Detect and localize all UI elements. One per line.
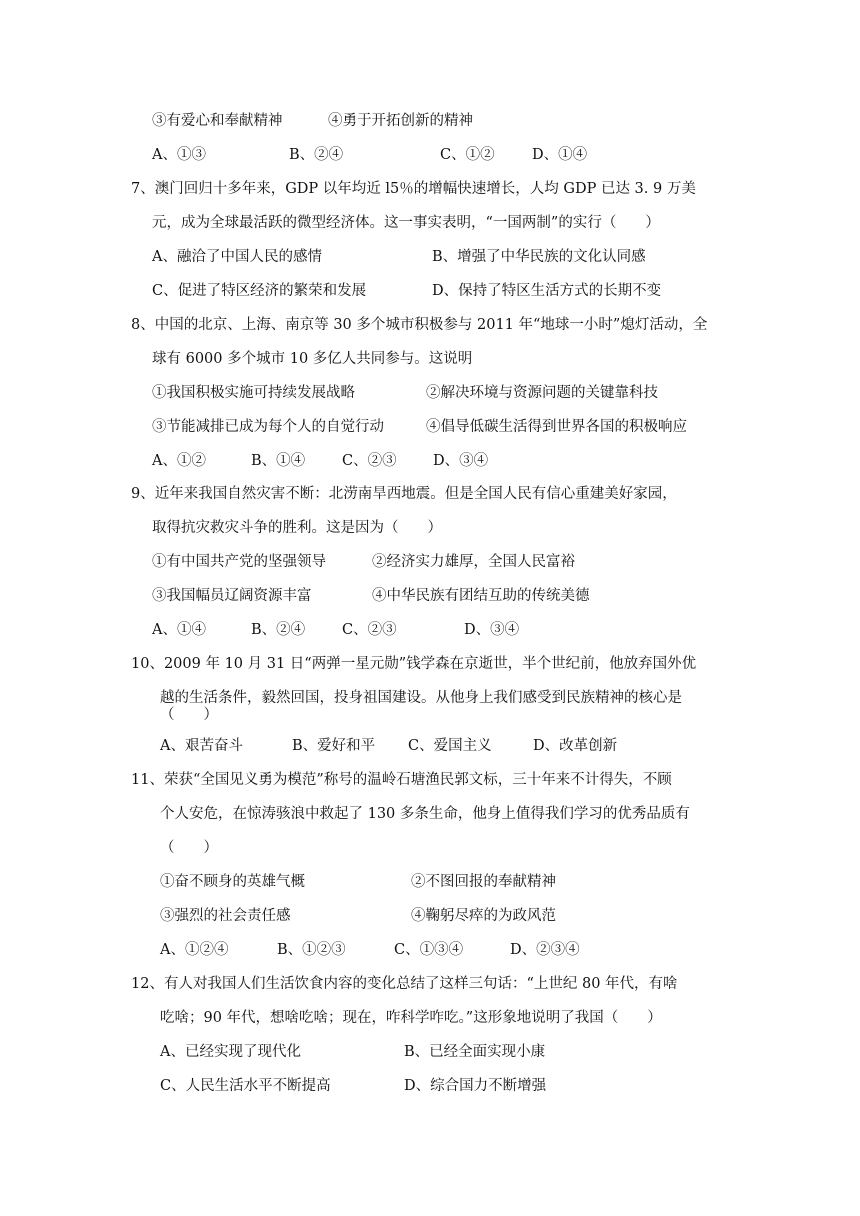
- q11-stem-line2: 个人安危，在惊涛骇浪中救起了 130 多条生命，他身上值得我们学习的优秀品质有: [160, 806, 690, 822]
- q9-option-b: B、②④: [251, 622, 306, 638]
- q9-option-c: C、②③: [342, 622, 397, 638]
- q11-statement-2: ②不图回报的奉献精神: [411, 874, 556, 890]
- q11-stem-line3: （ ）: [160, 840, 218, 856]
- q8-statement-3: ③节能减排已成为每个人的自觉行动: [152, 419, 384, 435]
- q12-option-c: C、人民生活水平不断提高: [160, 1078, 331, 1094]
- option-d: D、①④: [532, 147, 588, 163]
- q7-stem-line1: 7、澳门回归十多年来，GDP 以年均近 l5％的增幅快速增长，人均 GDP 已达 3. 9 万美: [131, 181, 696, 197]
- q8-statement-2: ②解决环境与资源问题的关键靠科技: [426, 385, 658, 401]
- q8-option-b: B、①④: [251, 453, 306, 469]
- option-a: A、①③: [152, 147, 206, 163]
- q12-option-a: A、已经实现了现代化: [160, 1044, 301, 1060]
- q11-option-b: B、①②③: [277, 942, 346, 958]
- q12-option-d: D、综合国力不断增强: [404, 1078, 547, 1094]
- q9-statement-1: ①有中国共产党的坚强领导: [152, 554, 326, 570]
- q8-statement-1: ①我国积极实施可持续发展战略: [152, 385, 355, 401]
- q11-statement-3: ③强烈的社会责任感: [160, 908, 291, 924]
- q8-option-c: C、②③: [342, 453, 397, 469]
- q7-option-d: D、保持了特区生活方式的长期不变: [432, 283, 662, 299]
- statement-3: ③有爱心和奉献精神: [152, 113, 283, 129]
- q8-statement-4: ④倡导低碳生活得到世界各国的积极响应: [426, 419, 687, 435]
- q9-statement-2: ②经济实力雄厚，全国人民富裕: [372, 554, 575, 570]
- q7-option-a: A、融洽了中国人民的感情: [152, 249, 322, 265]
- q9-stem-line2: 取得抗灾救灾斗争的胜利。这是因为（ ）: [152, 520, 442, 536]
- q12-stem-line2: 吃啥；90 年代，想啥吃啥；现在，咋科学咋吃。”这形象地说明了我国（ ）: [160, 1010, 662, 1026]
- q9-statement-4: ④中华民族有团结互助的传统美德: [372, 588, 590, 604]
- q10-option-d: D、改革创新: [533, 738, 618, 754]
- q9-option-d: D、③④: [464, 622, 520, 638]
- q8-stem-line1: 8、中国的北京、上海、南京等 30 多个城市积极参与 2011 年“地球一小时”熄灯活动，全: [131, 317, 708, 333]
- q12-option-b: B、已经全面实现小康: [404, 1044, 546, 1060]
- q10-option-c: C、爱国主义: [408, 738, 492, 754]
- q12-stem-line1: 12、有人对我国人们生活饮食内容的变化总结了这样三句话：“上世纪 80 年代，有啥: [131, 976, 678, 992]
- q7-stem-line2: 元，成为全球最活跃的微型经济体。这一事实表明，“一国两制”的实行（ ）: [152, 215, 660, 231]
- q10-option-b: B、爱好和平: [292, 738, 376, 754]
- q10-stem-line2: 越的生活条件，毅然回国，投身祖国建设。从他身上我们感受到民族精神的核心是: [160, 690, 682, 706]
- q11-statement-4: ④鞠躬尽瘁的为政风范: [411, 908, 556, 924]
- q8-option-d: D、③④: [433, 453, 489, 469]
- q10-option-a: A、艰苦奋斗: [160, 738, 243, 754]
- q9-statement-3: ③我国幅员辽阔资源丰富: [152, 588, 312, 604]
- q11-stem-line1: 11、荣获“全国见义勇为模范”称号的温岭石塘渔民郭文标，三十年来不计得失，不顾: [131, 772, 672, 788]
- q10-stem-line3: （ ）: [160, 707, 218, 723]
- q11-option-a: A、①②④: [160, 942, 229, 958]
- option-b: B、②④: [289, 147, 344, 163]
- q9-stem-line1: 9、近年来我国自然灾害不断：北涝南旱西地震。但是全国人民有信心重建美好家园，: [131, 486, 677, 502]
- q10-stem-line1: 10、2009 年 10 月 31 日“两弹一星元勋”钱学森在京逝世，半个世纪前，他放弃国外优: [131, 656, 697, 672]
- statement-4: ④勇于开拓创新的精神: [328, 113, 473, 129]
- q11-option-d: D、②③④: [510, 942, 580, 958]
- option-c: C、①②: [440, 147, 495, 163]
- q9-option-a: A、①④: [152, 622, 206, 638]
- q11-statement-1: ①奋不顾身的英雄气概: [160, 874, 305, 890]
- q7-option-c: C、促进了特区经济的繁荣和发展: [152, 283, 367, 299]
- q8-stem-line2: 球有 6000 多个城市 10 多亿人共同参与。这说明: [152, 351, 473, 367]
- q7-option-b: B、增强了中华民族的文化认同感: [432, 249, 646, 265]
- q11-option-c: C、①③④: [394, 942, 464, 958]
- q8-option-a: A、①②: [152, 453, 206, 469]
